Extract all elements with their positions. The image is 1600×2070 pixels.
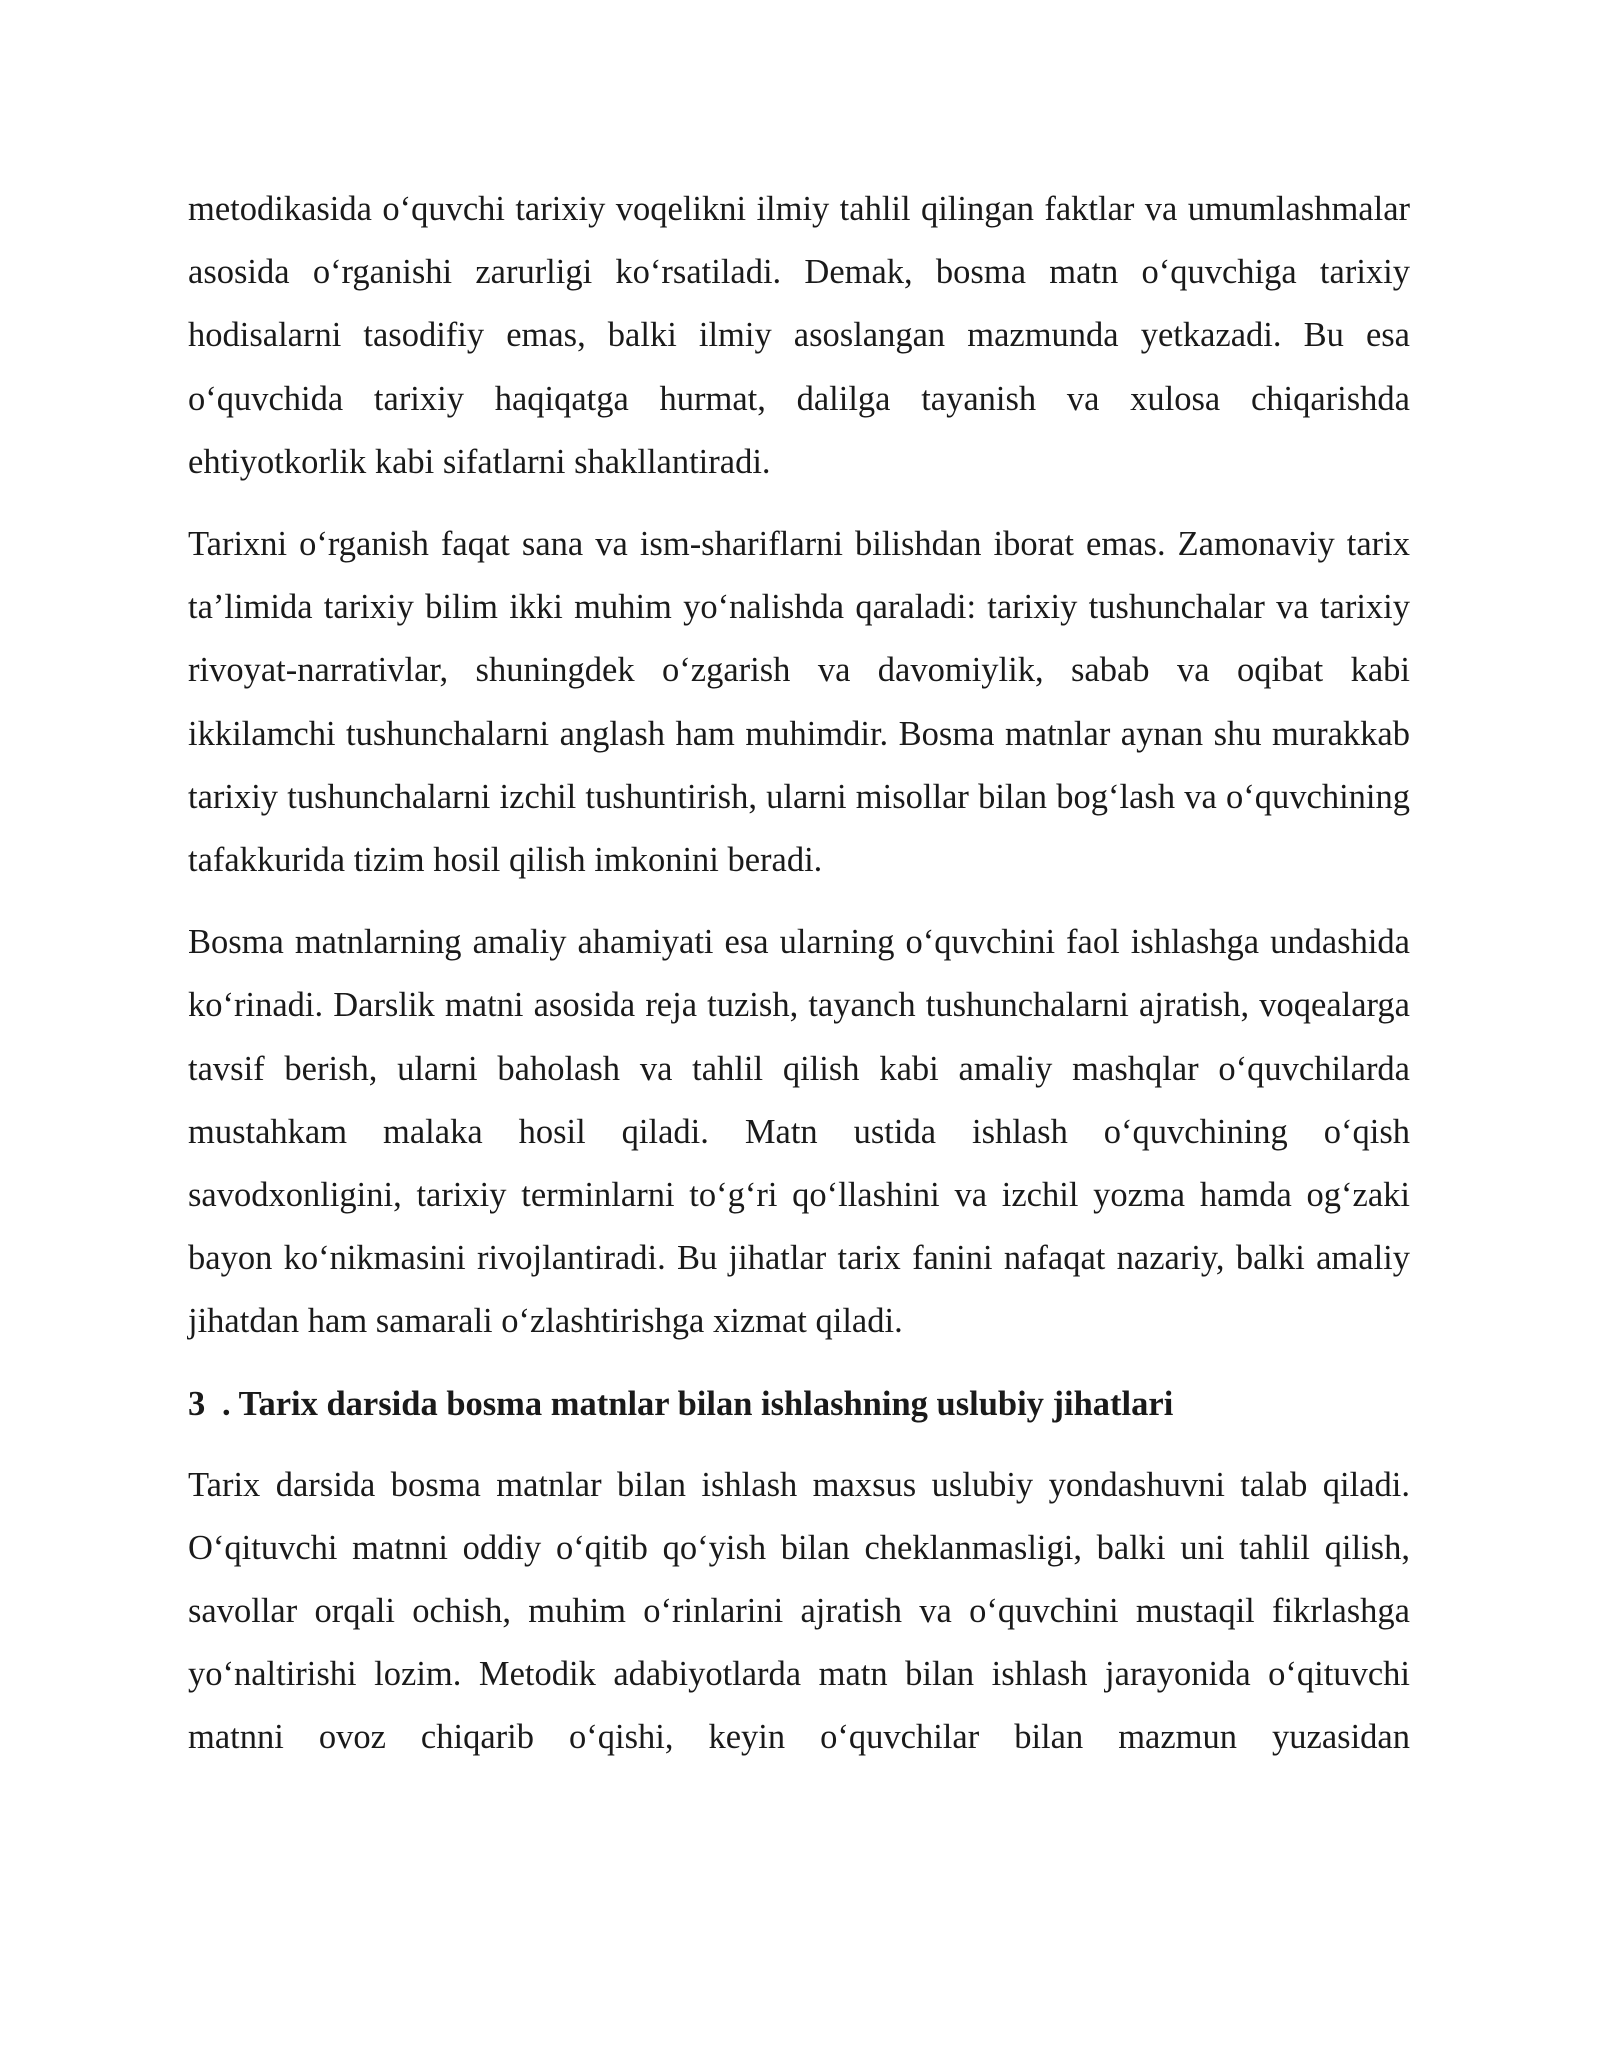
paragraph-2: Tarixni o‘rganish faqat sana va ism-shariflarni bilishdan iborat emas. Zamonaviy tarix ta’limida tarixiy bilim ikki muhim yo‘nalishda qaraladi: tarixiy tushunchalar va tarixiy rivoyat-narrativlar, shuningdek o‘zgarish va davomiylik, sabab va oqibat kabi ikkilamchi tushunchalarni anglash ham muhimdir. Bosma matnlar aynan shu murakkab tarixiy tushunchalarni izchil tushuntirish, ularni misollar bilan bog‘lash va o‘quvchining tafakkurida tizim hosil qilish imkonini beradi. bbox=[188, 525, 1410, 880]
paragraph-4: Tarix darsida bosma matnlar bilan ishlash maxsus uslubiy yondashuvni talab qiladi. O‘qituvchi matnni oddiy o‘qitib qo‘yish bilan cheklanmasligi, balki uni tahlil qilish, savollar orqali ochish, muhim o‘rinlarini ajratish va o‘quvchini mustaqil fikrlashga yo‘naltirishi lozim. Metodik adabiyotlarda matn bilan ishlash jarayonida o‘qituvchi matnni ovoz chiqarib o‘qishi, keyin o‘quvchilar bilan mazmun yuzasidan bbox=[188, 1465, 1410, 1757]
section-heading bbox=[188, 1373, 1410, 1436]
paragraph-1: metodikasida o‘quvchi tarixiy voqelikni ilmiy tahlil qilingan faktlar va umumlashmalar asosida o‘rganishi zarurligi ko‘rsatiladi. Demak, bosma matn o‘quvchiga tarixiy hodisalarni tasodifiy emas, balki ilmiy asoslangan mazmunda yetkazadi. Bu esa o‘quvchida tarixiy haqiqatga hurmat, dalilga tayanish va xulosa chiqarishda ehtiyotkorlik kabi sifatlarni shakllantiradi. bbox=[188, 190, 1410, 481]
paragraph-3: Bosma matnlarning amaliy ahamiyati esa ularning o‘quvchini faol ishlashga undashida ko‘rinadi. Darslik matni asosida reja tuzish, tayanch tushunchalarni ajratish, voqealarga tavsif berish, ularni baholash va tahlil qilish kabi amaliy mashqlar o‘quvchilarda mustahkam malaka hosil qiladi. Matn ustida ishlash o‘quvchining o‘qish savodxonligini, tarixiy terminlarni to‘g‘ri qo‘llashini va izchil yozma hamda og‘zaki bayon ko‘nikmasini rivojlantiradi. Bu jihatlar tarix fanini nafaqat nazariy, balki amaliy jihatdan ham samarali o‘zlashtirishga xizmat qiladi. bbox=[188, 923, 1410, 1341]
document-page bbox=[188, 178, 1410, 1789]
section-number: 3 bbox=[188, 1384, 206, 1423]
section-title: . Tarix darsida bosma matnlar bilan ishlashning uslubiy jihatlari bbox=[222, 1384, 1174, 1423]
